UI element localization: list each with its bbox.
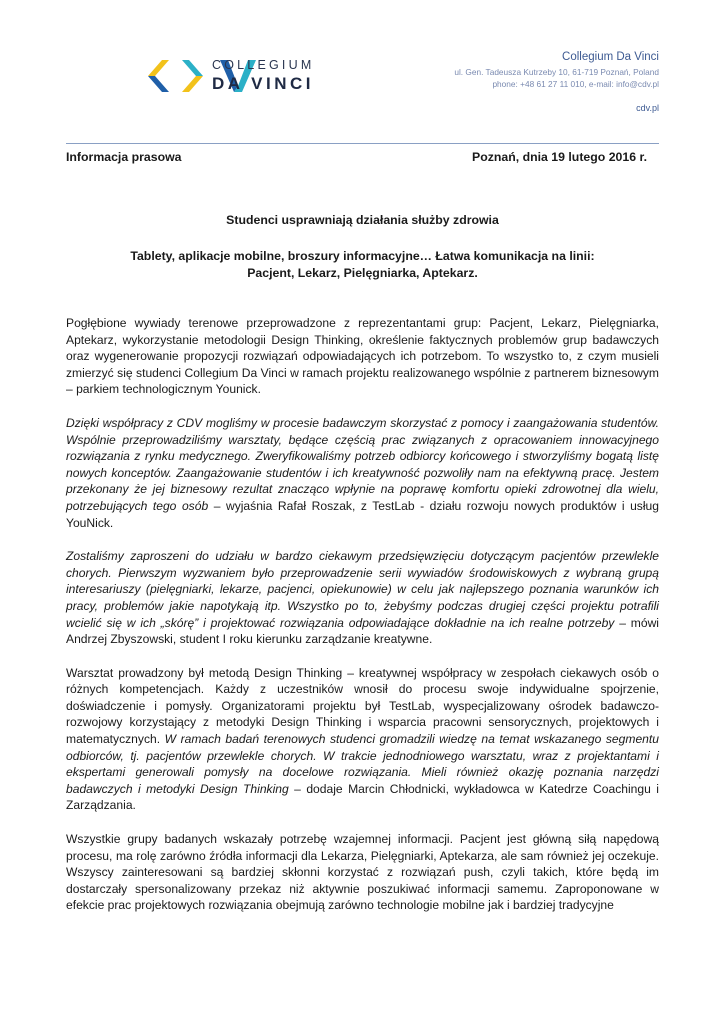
quote-zbyszowski: Zostaliśmy zaproszeni do udziału w bardzo ciekawym przedsięwzięciu dotyczącym pacjentów przewlekle chorych. Pierwszym wyzwaniem było przeprowadzenie serii wywiadów środowiskowych z wybraną grupą interesariuszy (pielęgniarki, lekarze, pacjenci, opiekunowie) w celu jak najlepszego poznania warunków ich pracy, problemów jakie napotykają itp. Wszystko po to, żebyśmy podczas drugiej części projektu potrafili wcielić się w ich „skórę” i projektować rozwiązania odpowiadające dokładnie na ich realne potrzeby (66, 549, 659, 630)
place-date: Poznań, dnia 19 lutego 2016 r. (472, 150, 647, 164)
paragraph-3 (66, 548, 659, 648)
paragraph-5: Wszystkie grupy badanych wskazały potrzebę wzajemnej informacji. Pacjent jest główną siłą napędową procesu, ma rolę zarówno źródła informacji dla Lekarza, Pielęgniarki, Aptekarza, ale sam również jej oczekuje. Wszyscy zainteresowani są bardziej skłonni korzystać z rozwiązań push, czyli takich, które będą im dostarczały spersonalizowany przekaz niż aktywnie poszukiwać informacji samemu. Zaproponowane w efekcie prac projektowych rozwiązania obejmują zarówno technologie mobilne jak i bardziej tradycyjne (66, 832, 659, 913)
subtitle (66, 248, 659, 281)
website-link[interactable]: cdv.pl (636, 103, 659, 113)
paragraph-1: Pogłębione wywiady terenowe przeprowadzone z reprezentantami grup: Pacjent, Lekarz, Pielęgniarka, Aptekarz, wykorzystanie metodologii Design Thinking, określenie faktycznych problemów grup badawczych oraz wygenerowanie propozycji rozwiązań odpowiadających ich potrzebom. To wszystko to, z czym musieli zmierzyć się studenci Collegium Da Vinci w ramach projektu realizowanego wspólnie z partnerem biznesowym – parkiem technologicznym Younick. (66, 316, 659, 397)
subtitle-line2: Pacjent, Lekarz, Pielęgniarka, Aptekarz. (247, 265, 478, 280)
logo-line1: COLLEGIUM (212, 58, 315, 72)
article-body (66, 315, 659, 931)
quote-roszak: Dzięki współpracy z CDV mogliśmy w procesie badawczym skorzystać z pomocy i zaangażowania studentów. Wspólnie przeprowadziliśmy warsztaty, będące częścią prac związanych z opracowaniem innowacyjnego rozwiązania z rynku medycznego. Zweryfikowaliśmy potrzeb odbiorcy końcowego i stworzyliśmy bogatą listę nowych konceptów. Zaangażowanie studentów i ich kreatywność pozwoliły nam na efektywną pracę. Jestem przekonany że jej biznesowy rezultat znacząco wpłynie na poprawę komfortu opieki zdrowotnej dla wielu, potrzebujących tego osób (66, 415, 659, 513)
subtitle-line1: Tablety, aplikacje mobilne, broszury informacyjne… Łatwa komunikacja na linii: (130, 249, 595, 263)
contact-block (454, 51, 659, 113)
quote-chlodnicki: W ramach badań terenowych studenci gromadzili wiedzę na temat wskazanego segmentu odbiorców, tj. pacjentów przewlekle chorych. W trakcie jednodniowego warsztatu, wraz z projektantami i ekspertami generowali pomysły na docelowe rozwiązania. Mieli również okazję poznania narzędzi badawczych i metodyki Design Thinking (66, 732, 659, 796)
meta-row (66, 150, 659, 164)
paragraph-4 (66, 665, 659, 814)
attribution-chlodnicki: – dodaje Marcin Chłodnicki, wykładowca w Katedrze Coachingu i Zarządzania. (66, 781, 659, 813)
paragraph-4-text: Warsztat prowadzony był metodą Design Thinking – kreatywnej współpracy w zespołach ciekawych osób o różnych kompetencjach. Każdy z uczestników wnosił do procesu swoje indywidualne spojrzenie, doświadczenie i pomysły. Organizatorami projektu był TestLab, wyspecjalizowany ośrodek badawczo-rozwojowy korzystający z metodyki Design Thinking i wsparcia pracowni sensorycznych, projektowych i matematycznych. (66, 665, 659, 747)
doc-type: Informacja prasowa (66, 150, 182, 164)
page-title: Studenci usprawniają działania służby zdrowia (226, 213, 499, 227)
paragraph-2 (66, 415, 659, 531)
phone-email: phone: +48 61 27 11 010, e-mail: info@cdv.pl (492, 79, 659, 89)
address: ul. Gen. Tadeusza Kutrzeby 10, 61-719 Poznań, Poland (454, 67, 659, 77)
org-name: Collegium Da Vinci (562, 51, 659, 63)
logo-line2: DA VINCI (212, 74, 314, 93)
attribution-zbyszowski: – mówi Andrzej Zbyszowski, student I roku kierunku zarządzanie kreatywne. (66, 615, 659, 647)
header-divider (66, 143, 659, 144)
right-chevron-icon (182, 60, 203, 92)
attribution-roszak: – wyjaśnia Rafał Roszak, z TestLab - działu rozwoju nowych produktów i usług YouNick. (66, 498, 659, 530)
left-chevron-icon (148, 60, 169, 92)
logo-wordmark (212, 58, 314, 94)
